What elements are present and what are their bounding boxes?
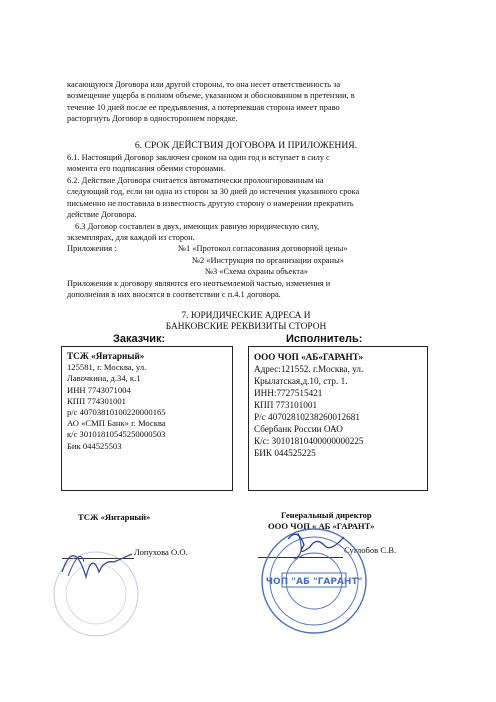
intro-line: касающуюся Договора или другой стороны, то она несет ответственность за [67, 80, 341, 89]
contractor-name: ООО ЧОП «АБ«ГАРАНТ» [254, 352, 364, 362]
intro-line: возмещение ущерба в полном объеме, указанном и обоснованном в претензии, в [67, 91, 355, 101]
section7-heading: 7. ЮРИДИЧЕСКИЕ АДРЕСА И БАНКОВСКИЕ РЕКВИЗИТЫ СТОРОН [165, 311, 327, 332]
signature-left-org: ТСЖ «Янтарный» [78, 512, 151, 522]
intro-line: течение 10 дней после ее предъявления, а потерпевшая сторона имеет право [67, 102, 340, 112]
customer-name: ТСЖ «Янтарный» [67, 351, 145, 361]
customer-details-box: ТСЖ «Янтарный» 125581, г. Москва, ул. Лавочкина, д.34, к.1 ИНН 7743071004 КПП 774301001 р/с 40703810100220000165 АО «СМП Банк» г. Москва к/с 30101810545250000503 Бик 044525503 [61, 346, 233, 491]
appendix-item: №1 «Протокол согласования договорной цены» [178, 244, 348, 253]
section6-paragraph-3: 6.3 Договор составлен в двух, имеющих равную юридическую силу, экземплярах, для каждой из сторон. [67, 222, 320, 243]
contractor-label: Исполнитель: [286, 333, 363, 345]
appendix-label: Приложения : [67, 244, 117, 253]
customer-label: Заказчик: [113, 333, 166, 345]
signature-right-org: ООО ЧОП « АБ «ГАРАНТ» [268, 521, 375, 531]
intro-line: расторгнуть Договор в одностороннем порядке. [67, 114, 238, 124]
stamp-center-text: ЧОП "АБ "ГАРАНТ" [265, 577, 363, 587]
customer-stamp [44, 532, 154, 642]
signature-left-name: Лопухова О.О. [134, 547, 188, 557]
intro-paragraph [67, 79, 425, 125]
section6-paragraph-1: 6.1. Настоящий Договор заключен сроком на один год и вступает в силу с момента его подписания обеими сторонами. [67, 153, 330, 174]
contractor-stamp [258, 525, 370, 637]
appendix-item: №3 «Схема охраны объекта» [205, 267, 308, 276]
section6-heading: 6. СРОК ДЕЙСТВИЯ ДОГОВОРА И ПРИЛОЖЕНИЯ. [134, 140, 358, 151]
section6-paragraph-2: 6.2. Действие Договора считается автоматически пролонгированным на следующий год, если ни одна из сторон за 30 дней до истечения указанного срока письменно не поставила в известность другую сторону о намерении прекратить действие Договора. [67, 176, 360, 220]
appendix-closing: Приложения к договору являются его неотъемлемой частью, изменения и дополнения в них вносятся в соответствии с п.4.1 договора. [67, 279, 331, 300]
contractor-details-box: ООО ЧОП «АБ«ГАРАНТ» Адрес:121552. г.Москва, ул. Крылатская,д.10, стр. 1. ИНН:7727515421 КПП 773101001 Р/с 40702810238260012681 Сбербанк России ОАО К/с: 30101810400000000225 БИК 044525225 [248, 346, 428, 491]
signature-right-title: Генеральный директор [281, 510, 372, 520]
appendix-item: №2 «Инструкция по организации охраны» [192, 256, 344, 265]
signature-right-name: Суглобов С.В. [344, 545, 397, 555]
